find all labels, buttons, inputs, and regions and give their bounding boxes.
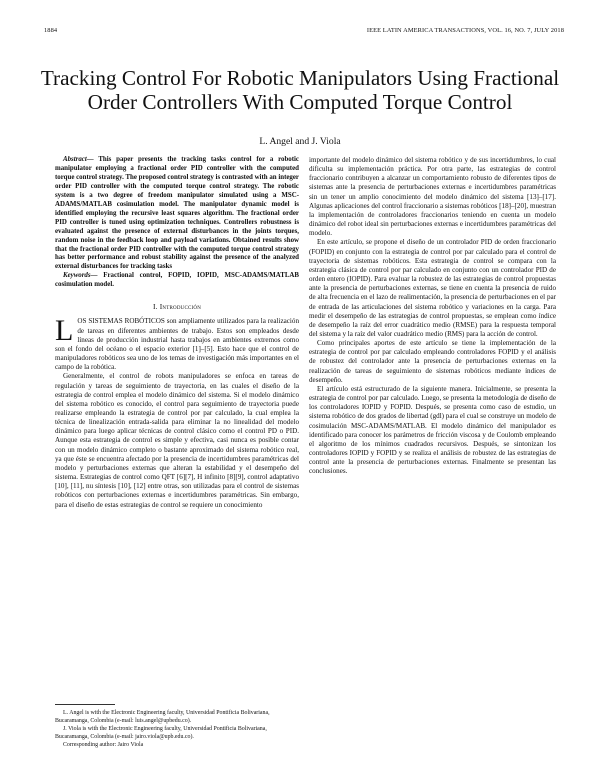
- section-number: I.: [152, 302, 160, 312]
- right-paragraph-3: Como principales aportes de este artículo se tiene la implementación de la estrategia de control por par calculado empleando controladores FOPID y el análisis de robustez del controlador ante la presencia de perturbaciones externas en la realización de tareas de seguimiento de sistemas robóticos mediante índices de desempeño.: [309, 339, 556, 384]
- section-title: Introducción: [159, 302, 202, 312]
- intro-paragraph-2: Generalmente, el control de robots manipuladores se enfoca en tareas de regulación y tareas de seguimiento de trayectoria, en las cuales el diseño de la estrategia de control emplea el modelo dinámico del sistema. Si el modelo dinámico del sistema robótico es conocido, el control para seguimiento de trayectoria puede realizarse empleando la estrategia de control por par calculado, la cual emplea la técnica de linealización entrada-salida para eliminar la no linealidad del modelo dinámico para luego aplicar técnicas de control clásico como el control PD o PID. Aunque esta estrategia de control es simple y efectiva, casi nunca es posible contar con un modelo dinámico completo o bastante aproximado del sistema robótico real, ya que éste se encuentra afectado por la presencia de incertidumbres paramétricas del modelo y perturbaciones externas que alteran la estabilidad y el desempeño del sistema. Estrategias de control como QFT [6][7], H infinito [8][9], control adaptativo [10], [11], nu síntesis [10], [12] entre otras, son utilizadas para el control de sistemas robóticos con perturbaciones externas e incertidumbres paramétricas. Sin embargo, para el diseño de estas estrategias de control se requiere un conocimiento: [55, 372, 299, 509]
- footnote-rule: [55, 704, 115, 705]
- right-paragraph-1: importante del modelo dinámico del sistema robótico y de sus incertidumbres, lo cual dificulta su implementación práctica. Por otra parte, las estrategias de control fraccionario contribuyen a alcanzar un comportamiento robusto de diferentes tipos de sistemas ante la presencia de perturbaciones externas e incertidumbres paramétricas sin un tener un amplio conocimiento del modelo dinámico del sistema [13]–[17]. Algunas aplicaciones del control fraccionario a sistemas robóticos [18]–[20], muestran la implementación de controladores fraccionarios teniendo en cuenta un modelo dinámico del robot ideal sin perturbaciones externas e incertidumbres paramétricas del modelo.: [309, 156, 556, 238]
- drop-cap: L: [55, 314, 74, 348]
- section-heading-introduction: [55, 302, 299, 311]
- footnotes: [55, 704, 299, 750]
- keywords-text: Fractional control, FOPID, IOPID, MSC-ADAMS/MATLAB cosimulation model.: [55, 272, 299, 289]
- footnote-viola: J. Viola is with the Electronic Engineering faculty, Universidad Pontificia Bolivariana, Bucaramanga, Colombia (e-mail: jairo.viola@upb.edu.co).: [55, 725, 267, 740]
- right-column: [309, 156, 556, 476]
- page-number: 1884: [44, 27, 58, 34]
- intro-paragraph-1: [55, 314, 299, 372]
- journal-name: IEEE LATIN AMERICA TRANSACTIONS, VOL. 16, NO. 7, JULY 2018: [366, 27, 564, 34]
- right-paragraph-4: El artículo está estructurado de la siguiente manera. Inicialmente, se presenta la estrategia de control por par calculado. Luego, se presenta la metodología de diseño de los controladores IOPID y FOPID. Después, se presenta como caso de estudio, un sistema robótico de dos grados de libertad (gdl) para el cual se construye un modelo de cosimulación MSC-ADAMS/MATLAB. El modelo dinámico del manipulador es identificado para conocer los parámetros de fricción viscosa y de Coulomb empleando el algoritmo de los mínimos cuadrados recursivos. Después, se sintonizan los controladores IOPID y FOPID y se realiza el análisis de robustez de las estrategias de control ante la presencia de perturbaciones externas. Finalmente se presentan las conclusiones.: [309, 384, 556, 476]
- paper-authors: L. Angel and J. Viola: [259, 136, 341, 147]
- running-header: [44, 27, 564, 34]
- keywords: [55, 272, 299, 290]
- left-column: [55, 156, 299, 510]
- keywords-label: Keywords—: [63, 272, 98, 280]
- abstract-label: Abstract—: [63, 156, 94, 163]
- abstract: [55, 156, 299, 272]
- right-paragraph-2: En este artículo, se propone el diseño de un controlador PID de orden fraccionario (FOPID) en conjunto con la estrategia de control por par calculado para el control de trayectoria de sistemas robóticos. Esta estrategia de control se compara con la estrategia clásica de control por par calculado en conjunto con un controlador PID de orden entero (IOPID). Para evaluar la robustez de las estrategias de control propuestas ante la presencia de perturbaciones externas, se tiene en cuenta la presencia de ruido de alta frecuencia en el lazo de realimentación, la presencia de perturbaciones en el par de entrada de las articulaciones del sistema robótico y variaciones en la carga. Para medir el desempeño de las estrategias de control propuestas, se emplean como índice de desempeño la raíz del error cuadrático medio (RMSE) para la respuesta temporal del sistema y la raíz del valor cuadrático medio (RMS) para la acción de control.: [309, 238, 556, 338]
- intro-caps: OS SISTEMAS ROBÓTICOS: [77, 317, 165, 326]
- abstract-text: This paper presents the tracking tasks control for a robotic manipulator employing a fractional order PID controller with the computed torque control strategy. The proposed control strategy is contrasted with an integer order PID controller with the computed torque control strategy. The robotic system is a two degree of freedom manipulator simulated using a MSC-ADAMS/MATLAB cosimulation model. The manipulator dynamic model is identified employing the recursive least squares algorithm. The fractional order PID controller is tuned using optimization techniques. Controllers robustness is evaluated against the presence of external disturbances in the joints torques, random noise in the feedback loop and payload variations. Obtained results show that the fractional order PID controller with the computed torque control strategy has better performance and robust stability against the presence of the analyzed external disturbances for tracking tasks: [55, 156, 299, 271]
- footnote-corresponding: Corresponding author: Jairo Viola: [63, 741, 144, 748]
- intro-text: son ampliamente utilizados para la realización de tareas en diferentes ambientes de trabajo. Estos son empleados desde líneas de producción industrial hasta trabajos en ambientes extremos como son el fondo del océano o el espacio exterior [1]–[5]. Esto hace que el control de manipuladores robóticos sea uno de los temas de investigación más importantes en el campo de la robótica.: [55, 317, 299, 372]
- footnote-angel: L. Angel is with the Electronic Engineering faculty, Universidad Pontificia Bolivariana, Bucaramanga, Colombia (e-mail: luis.angel@upbedu.co).: [55, 710, 270, 724]
- paper-title: Tracking Control For Robotic Manipulators Using Fractional Order Controllers With Computed Torque Control: [40, 66, 560, 115]
